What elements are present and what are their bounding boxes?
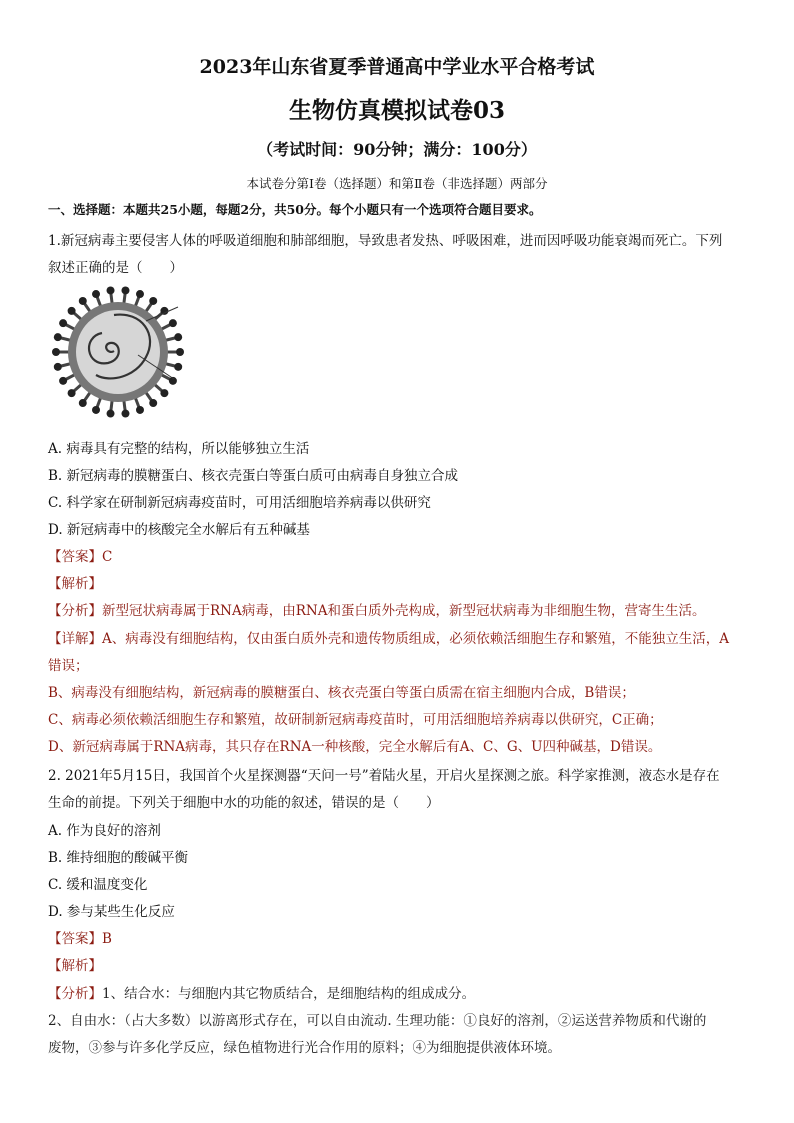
spike-head bbox=[149, 399, 157, 407]
spike-head bbox=[169, 319, 177, 327]
exam-title: 2023年山东省夏季普通高中学业水平合格考试 bbox=[199, 56, 595, 78]
spike-head bbox=[160, 389, 168, 397]
spike-head bbox=[174, 363, 182, 371]
q1-option-d: D. 新冠病毒中的核酸完全水解后有五种碱基 bbox=[48, 522, 310, 538]
spike-head bbox=[174, 333, 182, 341]
spike-head bbox=[121, 410, 129, 418]
q1-xiangjie-line2: 错误； bbox=[48, 658, 89, 674]
spike-head bbox=[136, 290, 144, 298]
q1-fenxi bbox=[48, 599, 705, 619]
q1-option-c: C. 科学家在研制新冠病毒疫苗时，可用活细胞培养病毒以供研究 bbox=[48, 495, 431, 511]
spike-head bbox=[107, 410, 115, 418]
spike-head bbox=[52, 348, 60, 356]
spike-head bbox=[59, 319, 67, 327]
spike-head bbox=[59, 377, 67, 385]
q2-option-a: A. 作为良好的溶剂 bbox=[48, 823, 161, 839]
q1-detail-d: D、新冠病毒属于RNA病毒，其只存在RNA一种核酸，完全水解后有A、C、G、U四种碱基，D错误。 bbox=[48, 739, 662, 755]
spike-head bbox=[92, 406, 100, 414]
spike-head bbox=[68, 389, 76, 397]
q1-xiangjie bbox=[48, 627, 729, 647]
fenxi-text: 1、结合水：与细胞内其它物质结合，是细胞结构的组成成分。 bbox=[102, 986, 476, 1002]
q2-option-d: D. 参与某些生化反应 bbox=[48, 904, 175, 920]
q1-detail-c: C、病毒必须依赖活细胞生存和繁殖，故研制新冠病毒疫苗时，可用活细胞培养病毒以供研究，C正确； bbox=[48, 712, 663, 728]
q1-answer bbox=[48, 545, 112, 565]
q2-fenxi-line3: 废物，③参与许多化学反应，绿色植物进行光合作用的原料；④为细胞提供液体环境。 bbox=[48, 1040, 561, 1056]
fenxi-tag: 【分析】 bbox=[48, 603, 102, 619]
spike-head bbox=[176, 348, 184, 356]
q2-fenxi bbox=[48, 982, 475, 1002]
fenxi-tag: 【分析】 bbox=[48, 986, 102, 1002]
q2-option-b: B. 维持细胞的酸碱平衡 bbox=[48, 850, 189, 866]
q2-stem-line1: 2. 2021年5月15日，我国首个火星探测器“天问一号”着陆火星，开启火星探测之旅。科学家推测，液态水是存在 bbox=[48, 768, 720, 784]
q1-option-b: B. 新冠病毒的膜糖蛋白、核衣壳蛋白等蛋白质可由病毒自身独立合成 bbox=[48, 468, 459, 484]
answer-tag: 【答案】 bbox=[48, 549, 102, 565]
coronavirus-icon bbox=[50, 285, 186, 420]
q2-analysis-tag: 【解析】 bbox=[48, 958, 102, 974]
spike-head bbox=[92, 290, 100, 298]
paper-intro: 本试卷分第Ⅰ卷（选择题）和第Ⅱ卷（非选择题）两部分 bbox=[246, 176, 548, 191]
xiangjie-text: A、病毒没有细胞结构，仅由蛋白质外壳和遗传物质组成，必须依赖活细胞生存和繁殖，不能独立生活，A bbox=[102, 631, 729, 647]
spike-head bbox=[79, 297, 87, 305]
spike-head bbox=[79, 399, 87, 407]
spike-head bbox=[121, 286, 129, 294]
paper-title: 生物仿真模拟试卷03 bbox=[288, 97, 505, 124]
spike-head bbox=[149, 297, 157, 305]
spike-head bbox=[54, 363, 62, 371]
q1-option-a: A. 病毒具有完整的结构，所以能够独立生活 bbox=[48, 441, 310, 457]
spike-head bbox=[136, 406, 144, 414]
section-heading: 一、选择题：本题共25小题，每题2分，共50分。每个小题只有一个选项符合题目要求。 bbox=[48, 202, 542, 217]
q1-detail-b: B、病毒没有细胞结构，新冠病毒的膜糖蛋白、核衣壳蛋白等蛋白质需在宿主细胞内合成，B错误； bbox=[48, 685, 635, 701]
q1-stem-line2: 叙述正确的是（ ） bbox=[48, 260, 183, 276]
spike-head bbox=[107, 286, 115, 294]
answer-value: B bbox=[102, 931, 112, 947]
answer-tag: 【答案】 bbox=[48, 931, 102, 947]
xiangjie-tag: 【详解】 bbox=[48, 631, 102, 647]
answer-value: C bbox=[102, 549, 113, 565]
exam-time-score: （考试时间：90分钟；满分：100分） bbox=[257, 140, 537, 159]
spike-head bbox=[68, 307, 76, 315]
spike-head bbox=[54, 333, 62, 341]
q2-fenxi-line2: 2、自由水：（占大多数）以游离形式存在，可以自由流动. 生理功能：①良好的溶剂，②运送营养物质和代谢的 bbox=[48, 1013, 707, 1029]
q2-answer bbox=[48, 927, 112, 947]
q2-option-c: C. 缓和温度变化 bbox=[48, 877, 148, 893]
fenxi-text: 新型冠状病毒属于RNA病毒，由RNA和蛋白质外壳构成，新型冠状病毒为非细胞生物，营寄生生活。 bbox=[102, 603, 706, 619]
q2-stem-line2: 生命的前提。下列关于细胞中水的功能的叙述，错误的是（ ） bbox=[48, 795, 440, 811]
q1-analysis-tag: 【解析】 bbox=[48, 576, 102, 592]
q1-stem-line1: 1.新冠病毒主要侵害人体的呼吸道细胞和肺部细胞，导致患者发热、呼吸困难，进而因呼吸功能衰竭而死亡。下列 bbox=[48, 233, 723, 249]
